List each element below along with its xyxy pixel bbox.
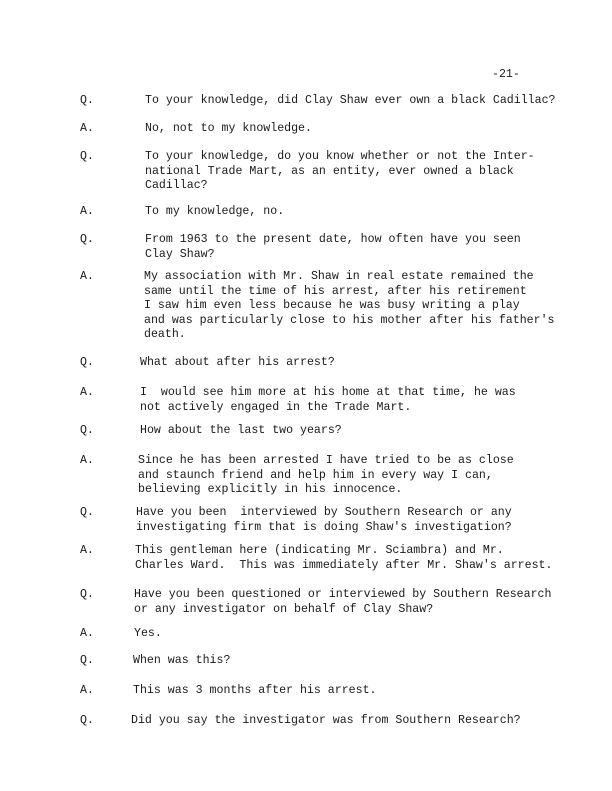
entry-text [145, 122, 312, 137]
text-line: and staunch friend and help him in every way I can, [138, 468, 493, 482]
text-line: Charles Ward. This was immediately after Mr. Shaw's arrest. [135, 558, 553, 572]
text-line: Yes. [134, 627, 162, 640]
speaker-label: Q. [80, 714, 94, 727]
text-line: Clay Shaw? [145, 247, 215, 261]
text-line: Since he has been arrested I have tried to be as close [138, 454, 514, 467]
speaker-label: A. [80, 205, 94, 218]
entry-text [145, 94, 556, 109]
speaker-label: A. [80, 454, 94, 467]
entry-text [133, 654, 230, 669]
text-line: My association with Mr. Shaw in real estate remained the [144, 270, 534, 283]
text-line: or any investigator on behalf of Clay Shaw? [134, 602, 434, 616]
entry-text [134, 588, 551, 617]
text-line: When was this? [133, 654, 231, 667]
entry-text [145, 150, 535, 194]
text-line: believing explicitly in his innocence. [138, 483, 403, 496]
entry-text [140, 424, 342, 439]
speaker-label: A. [80, 386, 94, 399]
entry-text [135, 544, 552, 573]
text-line: What about after his arrest? [140, 356, 335, 369]
entry-text [145, 233, 521, 262]
speaker-label: Q. [80, 94, 94, 107]
entry-text [138, 454, 514, 498]
text-line: How about the last two years? [140, 424, 342, 437]
speaker-label: Q. [80, 356, 94, 369]
entry-text [145, 205, 284, 220]
speaker-label: Q. [80, 233, 94, 246]
entry-text [144, 270, 555, 343]
text-line: national Trade Mart, as an entity, ever owned a black [145, 164, 514, 178]
entry-text [134, 627, 162, 642]
speaker-label: Q. [80, 654, 94, 667]
text-line: and was particularly close to his mother after his father's [144, 313, 555, 327]
text-line: I would see him more at his home at that time, he was [140, 386, 516, 399]
text-line: not actively engaged in the Trade Mart. [140, 400, 412, 414]
speaker-label: A. [80, 544, 94, 557]
entry-text [136, 506, 512, 535]
speaker-label: Q. [80, 150, 94, 163]
page-number: -21- [492, 68, 520, 81]
speaker-label: Q. [80, 424, 94, 437]
text-line: Have you been questioned or interviewed by Southern Research [134, 588, 552, 601]
text-line: To your knowledge, do you know whether or not the Inter- [145, 150, 535, 163]
text-line: death. [144, 328, 186, 341]
speaker-label: A. [80, 270, 94, 283]
text-line: From 1963 to the present date, how often have you seen [145, 233, 521, 246]
text-line: same until the time of his arrest, after his retirement [144, 284, 527, 298]
text-line: investigating firm that is doing Shaw's investigation? [136, 520, 512, 534]
entry-text [133, 684, 377, 699]
text-line: No, not to my knowledge. [145, 122, 312, 135]
text-line: Have you been interviewed by Southern Research or any [136, 506, 512, 519]
text-line: To your knowledge, did Clay Shaw ever own a black Cadillac? [145, 94, 556, 107]
speaker-label: Q. [80, 506, 94, 519]
text-line: Cadillac? [145, 179, 208, 192]
text-line: Did you say the investigator was from Southern Research? [131, 714, 521, 727]
speaker-label: Q. [80, 588, 94, 601]
text-line: I saw him even less because he was busy writing a play [144, 299, 520, 312]
speaker-label: A. [80, 122, 94, 135]
text-line: This gentleman here (indicating Mr. Sciambra) and Mr. [135, 544, 504, 557]
text-line: To my knowledge, no. [145, 205, 285, 218]
entry-text [140, 356, 335, 371]
entry-text [140, 386, 516, 415]
speaker-label: A. [80, 684, 94, 697]
entry-text [131, 714, 521, 729]
speaker-label: A. [80, 627, 94, 640]
text-line: This was 3 months after his arrest. [133, 684, 377, 697]
